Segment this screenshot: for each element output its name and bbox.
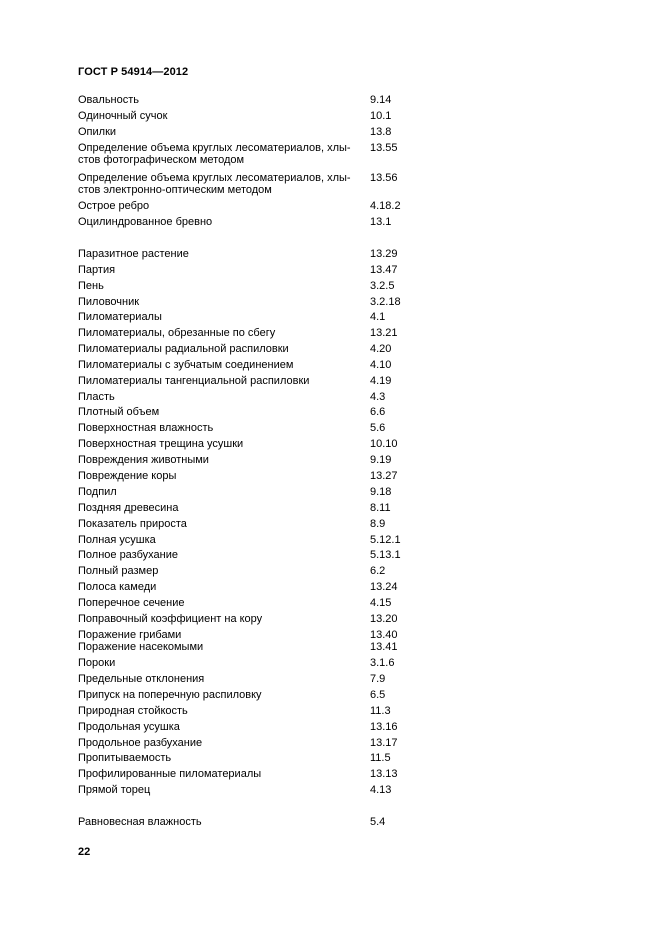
document-header: ГОСТ Р 54914—2012 (78, 66, 189, 78)
index-term-line: Поражение насекомыми (78, 641, 204, 653)
index-reference: 6.5 (370, 689, 386, 701)
index-term (78, 359, 293, 371)
index-reference: 13.40 (370, 629, 398, 641)
index-reference: 13.20 (370, 613, 398, 625)
index-term (78, 534, 156, 546)
index-reference: 5.12.1 (370, 534, 401, 546)
index-reference: 13.21 (370, 327, 398, 339)
index-term-line: Пень (78, 280, 104, 292)
index-term (78, 768, 261, 780)
index-term-line: Припуск на поперечную распиловку (78, 689, 262, 701)
index-reference: 4.10 (370, 359, 392, 371)
index-term (78, 94, 139, 106)
index-term (78, 597, 185, 609)
index-term (78, 375, 309, 387)
index-reference: 9.14 (370, 94, 392, 106)
index-reference: 10.10 (370, 438, 398, 450)
index-term-line: Пиломатериалы радиальной распиловки (78, 343, 289, 355)
index-reference: 13.41 (370, 641, 398, 653)
index-term-line: Продольная усушка (78, 721, 180, 733)
index-term (78, 565, 158, 577)
index-reference: 13.27 (370, 470, 398, 482)
index-term-line: Повреждение коры (78, 470, 177, 482)
index-term-line: Партия (78, 264, 116, 276)
index-reference: 5.4 (370, 816, 386, 828)
index-reference: 5.6 (370, 422, 386, 434)
index-term (78, 641, 203, 653)
index-term-line: Пиловочник (78, 296, 140, 308)
index-term-line: Одиночный сучок (78, 110, 168, 122)
index-reference: 13.8 (370, 126, 392, 138)
index-term (78, 613, 262, 625)
index-term-line: Подпил (78, 486, 117, 498)
index-term (78, 142, 351, 166)
index-term-line: Паразитное растение (78, 248, 189, 260)
index-term (78, 737, 202, 749)
index-term (78, 422, 213, 434)
index-reference: 10.1 (370, 110, 392, 122)
index-reference: 4.1 (370, 311, 386, 323)
index-term-line: Поздняя древесина (78, 502, 179, 514)
index-term-line: Пороки (78, 657, 116, 669)
index-reference: 13.47 (370, 264, 398, 276)
index-reference: 5.13.1 (370, 549, 401, 561)
index-term (78, 438, 243, 450)
index-term-line: Предельные отклонения (78, 673, 205, 685)
index-term (78, 311, 162, 323)
index-term-line: стов фотографическом методом (78, 154, 245, 166)
index-reference: 4.18.2 (370, 200, 401, 212)
index-term-line: Продольное разбухание (78, 737, 203, 749)
index-term (78, 673, 204, 685)
index-term-line: Показатель прироста (78, 518, 187, 530)
index-term-line: Пиломатериалы с зубчатым соединением (78, 359, 294, 371)
index-term (78, 657, 115, 669)
index-term (78, 721, 180, 733)
index-term-line: Пиломатериалы тангенциальной распиловки (78, 375, 310, 387)
index-reference: 3.2.18 (370, 296, 401, 308)
index-term-line: Поправочный коэффициент на кору (78, 613, 263, 625)
index-term (78, 470, 176, 482)
index-term (78, 502, 179, 514)
index-reference: 13.29 (370, 248, 398, 260)
index-term-line: Полный размер (78, 565, 159, 577)
index-reference: 13.17 (370, 737, 398, 749)
index-term (78, 689, 262, 701)
index-term (78, 216, 212, 228)
index-reference: 11.3 (370, 705, 391, 717)
index-term (78, 705, 188, 717)
index-reference: 4.15 (370, 597, 392, 609)
index-term (78, 816, 202, 828)
index-term (78, 406, 159, 418)
index-term-line: Оцилиндрованное бревно (78, 216, 213, 228)
index-reference: 8.11 (370, 502, 391, 514)
index-term-line: Полная усушка (78, 534, 156, 546)
index-term (78, 343, 289, 355)
index-reference: 8.9 (370, 518, 386, 530)
index-term (78, 629, 181, 641)
index-term-line: Плотный объем (78, 406, 160, 418)
index-term (78, 126, 116, 138)
index-term (78, 280, 104, 292)
index-term-line: Поражение грибами (78, 629, 182, 641)
index-term-line: Опилки (78, 126, 117, 138)
index-term (78, 296, 139, 308)
index-reference: 9.18 (370, 486, 392, 498)
index-term (78, 752, 171, 764)
index-term (78, 110, 167, 122)
index-reference: 13.56 (370, 172, 398, 184)
index-term (78, 486, 117, 498)
index-reference: 6.6 (370, 406, 386, 418)
index-term (78, 200, 149, 212)
index-term-line: Пропитываемость (78, 752, 172, 764)
index-term (78, 518, 187, 530)
index-term-line: Поверхностная трещина усушки (78, 438, 244, 450)
index-reference: 6.2 (370, 565, 386, 577)
index-reference: 13.55 (370, 142, 398, 154)
index-reference: 13.16 (370, 721, 398, 733)
index-term-line: Определение объема круглых лесоматериалов, хлы- (78, 142, 351, 154)
index-term-line: Острое ребро (78, 200, 150, 212)
index-term-line: стов электронно-оптическим методом (78, 184, 272, 196)
index-reference: 4.3 (370, 391, 386, 403)
index-reference: 4.13 (370, 784, 392, 796)
index-term-line: Поперечное сечение (78, 597, 185, 609)
index-term-line: Повреждения животными (78, 454, 209, 466)
index-term-line: Пиломатериалы, обрезанные по сбегу (78, 327, 276, 339)
index-term (78, 549, 178, 561)
page-number: 22 (78, 846, 91, 858)
index-term-line: Равновесная влажность (78, 816, 202, 828)
index-reference: 13.13 (370, 768, 398, 780)
index-term (78, 581, 156, 593)
index-term (78, 248, 189, 260)
index-reference: 9.19 (370, 454, 392, 466)
index-reference: 13.24 (370, 581, 398, 593)
index-reference: 7.9 (370, 673, 386, 685)
index-reference: 11.5 (370, 752, 391, 764)
index-reference: 4.20 (370, 343, 392, 355)
index-term (78, 784, 150, 796)
index-term-line: Профилированные пиломатериалы (78, 768, 262, 780)
index-term-line: Овальность (78, 94, 140, 106)
index-term-line: Пиломатериалы (78, 311, 162, 323)
index-term (78, 264, 115, 276)
index-term-line: Поверхностная влажность (78, 422, 214, 434)
index-term-line: Прямой торец (78, 784, 151, 796)
index-term-line: Полное разбухание (78, 549, 178, 561)
index-term-line: Определение объема круглых лесоматериалов, хлы- (78, 172, 351, 184)
index-term (78, 454, 209, 466)
index-term (78, 172, 351, 196)
index-term (78, 391, 115, 403)
index-reference: 4.19 (370, 375, 392, 387)
index-term (78, 327, 275, 339)
index-term-line: Полоса камеди (78, 581, 157, 593)
index-reference: 13.1 (370, 216, 392, 228)
index-term-line: Пласть (78, 391, 115, 403)
index-reference: 3.1.6 (370, 657, 395, 669)
index-term-line: Природная стойкость (78, 705, 188, 717)
index-reference: 3.2.5 (370, 280, 395, 292)
